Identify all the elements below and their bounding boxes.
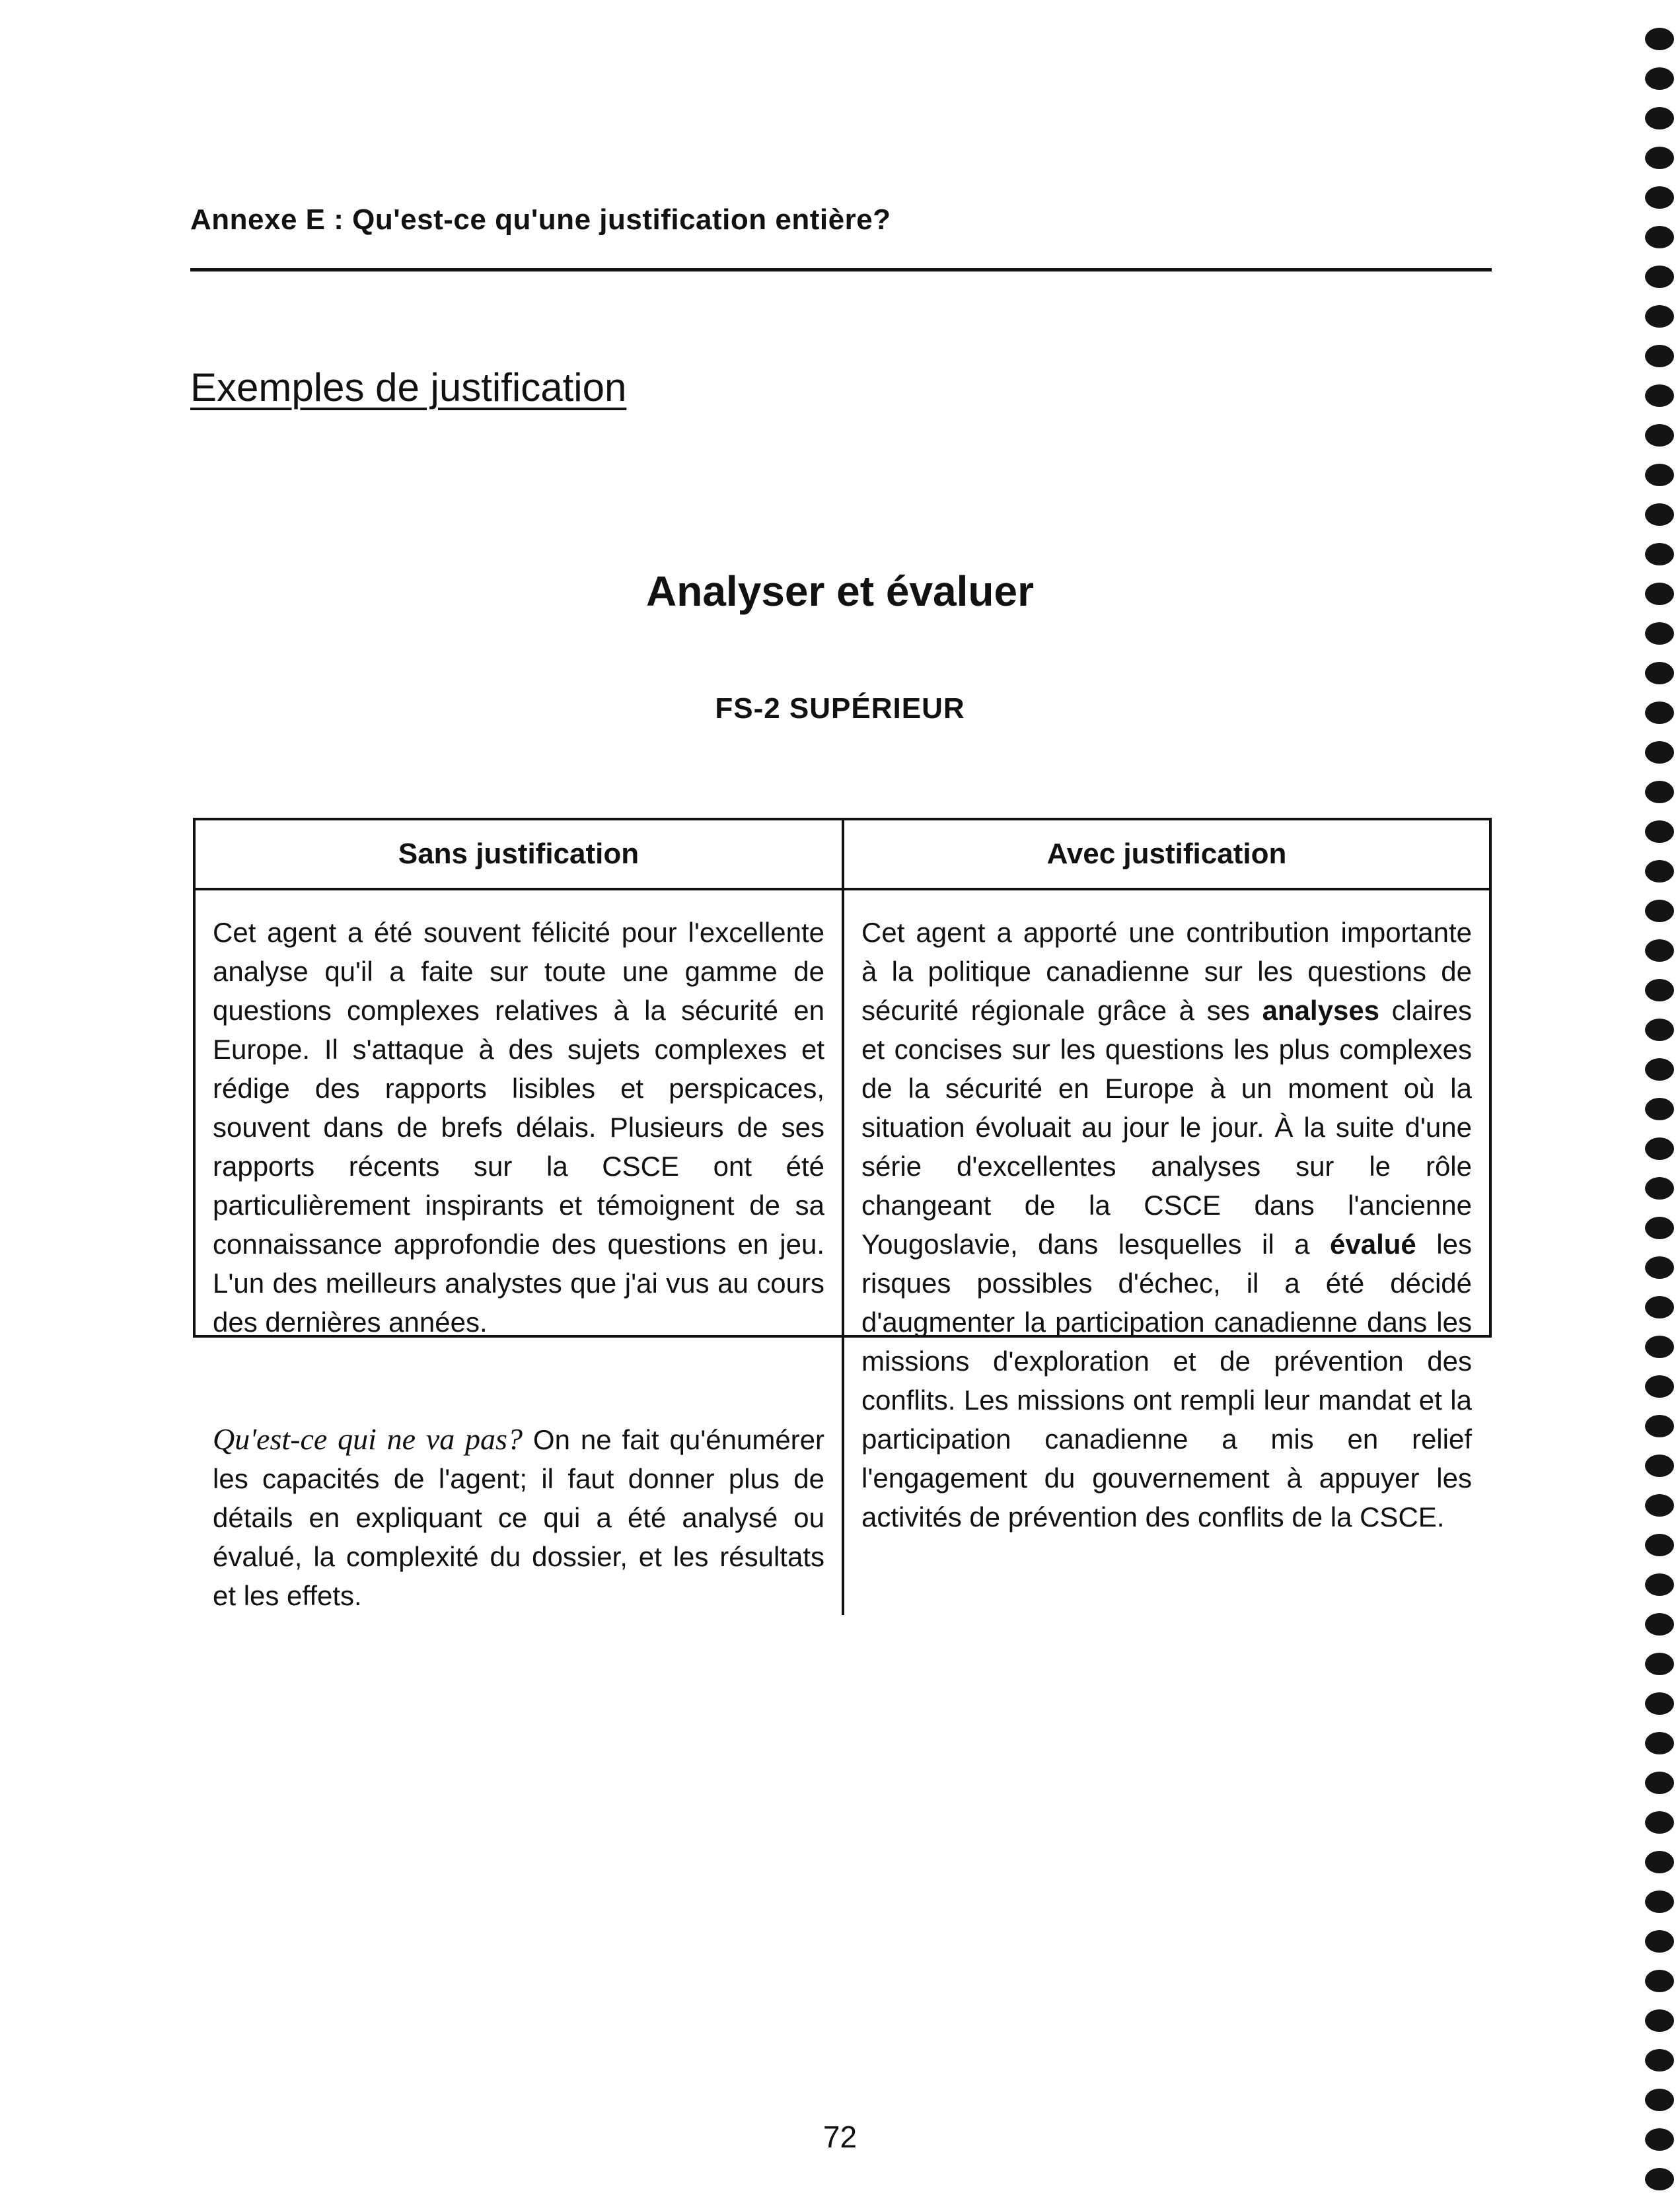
binding-hole <box>1645 583 1674 605</box>
binding-hole <box>1645 662 1674 684</box>
right-column-header: Avec justification <box>844 820 1489 890</box>
right-body-bold-2: évalué <box>1330 1229 1416 1260</box>
binding-hole <box>1645 1851 1674 1873</box>
binding-hole <box>1645 305 1674 328</box>
binding-hole <box>1645 107 1674 129</box>
comparison-table <box>193 818 1492 1611</box>
binding-hole <box>1645 1494 1674 1517</box>
binding-hole <box>1645 781 1674 803</box>
running-head: Annexe E : Qu'est-ce qu'une justification entière? <box>190 203 891 236</box>
binding-hole <box>1645 345 1674 367</box>
binding-hole <box>1645 1256 1674 1279</box>
binding-hole <box>1645 1573 1674 1596</box>
binding-hole <box>1645 226 1674 248</box>
binding-hole <box>1645 979 1674 1001</box>
binding-hole <box>1645 1375 1674 1398</box>
binding-hole <box>1645 2128 1674 2151</box>
binding-hole <box>1645 1177 1674 1200</box>
binding-hole <box>1645 2009 1674 2032</box>
binding-hole <box>1645 384 1674 407</box>
binding-hole <box>1645 28 1674 50</box>
left-column-header: Sans justification <box>196 820 844 890</box>
binding-hole <box>1645 1970 1674 1992</box>
binding-hole <box>1645 1613 1674 1636</box>
paragraph-gap <box>213 1342 824 1420</box>
binding-hole <box>1645 1336 1674 1358</box>
binding-hole <box>1645 1415 1674 1437</box>
binding-hole <box>1645 939 1674 962</box>
left-column-cell <box>196 890 844 1615</box>
binding-hole <box>1645 1891 1674 1913</box>
binding-hole <box>1645 860 1674 882</box>
binding-hole <box>1645 1137 1674 1160</box>
binding-hole <box>1645 2089 1674 2111</box>
right-body-part-3: les risques possibles d'échec, il a été décidé d'augmenter la participation canadienne dans les missions d'exploration et de prévention des conflits. Les missions ont rempli leur mandat et la participation canadienne a mis en relief l'engagement du gouvernement à appuyer les activités de prévention des conflits de la CSCE. <box>861 1229 1472 1532</box>
binding-hole <box>1645 1811 1674 1834</box>
binding-hole <box>1645 2049 1674 2071</box>
header-rule <box>190 268 1492 271</box>
binding-hole <box>1645 1455 1674 1477</box>
binding-hole <box>1645 266 1674 288</box>
binding-hole <box>1645 1772 1674 1794</box>
left-body-text: Cet agent a été souvent félicité pour l'excellente analyse qu'il a faite sur toute une gamme de questions complexes relatives à la sécurité en Europe. Il s'attaque à des sujets complexes et rédige des rapports lisibles et perspicaces, souvent dans de brefs délais. Plusieurs de ses rapports récents sur la CSCE ont été particulièrement inspirants et témoignent de sa connaissance approfondie des questions en jeu. L'un des meilleurs analystes que j'ai vus au cours des dernières années. <box>213 917 824 1338</box>
binding-hole <box>1645 543 1674 565</box>
binding-hole <box>1645 1217 1674 1239</box>
binding-hole <box>1645 424 1674 447</box>
sub-title: FS-2 SUPÉRIEUR <box>715 692 965 725</box>
binding-hole <box>1645 1098 1674 1120</box>
spiral-binding-holes <box>1637 0 1677 2197</box>
binding-hole <box>1645 464 1674 486</box>
binding-hole <box>1645 1019 1674 1041</box>
right-body-bold-1: analyses <box>1262 995 1380 1026</box>
critique-paragraph <box>213 1420 824 1615</box>
page-number: 72 <box>822 2120 858 2154</box>
binding-hole <box>1645 67 1674 90</box>
binding-hole <box>1645 820 1674 843</box>
binding-hole <box>1645 1692 1674 1715</box>
binding-hole <box>1645 1058 1674 1081</box>
binding-hole <box>1645 1732 1674 1754</box>
binding-hole <box>1645 503 1674 526</box>
critique-text: On ne fait qu'énumérer les capacités de l'agent; il faut donner plus de détails en expliquant ce qui a été analysé ou évalué, la complexité du dossier, et les résultats et les effets. <box>213 1424 825 1611</box>
right-body-text <box>861 913 1472 1536</box>
binding-hole <box>1645 741 1674 764</box>
right-body-part-2: claires et concises sur les questions les plus complexes de la sécurité en Europe à un moment où la situation évoluait au jour le jour. À la suite d'une série d'excellentes analyses sur le rôle changeant de la CSCE dans l'ancienne Yougoslavie, dans lesquelles il a <box>861 995 1473 1260</box>
section-title: Exemples de justification <box>190 365 627 410</box>
binding-hole <box>1645 1296 1674 1318</box>
binding-hole <box>1645 186 1674 209</box>
critique-label: Qu'est-ce qui ne va pas? <box>213 1422 523 1456</box>
binding-hole <box>1645 622 1674 645</box>
binding-hole <box>1645 2168 1674 2190</box>
binding-hole <box>1645 702 1674 724</box>
binding-hole <box>1645 900 1674 922</box>
binding-hole <box>1645 147 1674 169</box>
binding-hole <box>1645 1930 1674 1953</box>
binding-hole <box>1645 1653 1674 1675</box>
main-title: Analyser et évaluer <box>646 567 1034 615</box>
right-body-part-1: Cet agent a apporté une contribution importante à la politique canadienne sur les questions de sécurité régionale grâce à ses <box>861 917 1472 1026</box>
binding-hole <box>1645 1534 1674 1556</box>
right-column-cell <box>844 890 1489 1615</box>
